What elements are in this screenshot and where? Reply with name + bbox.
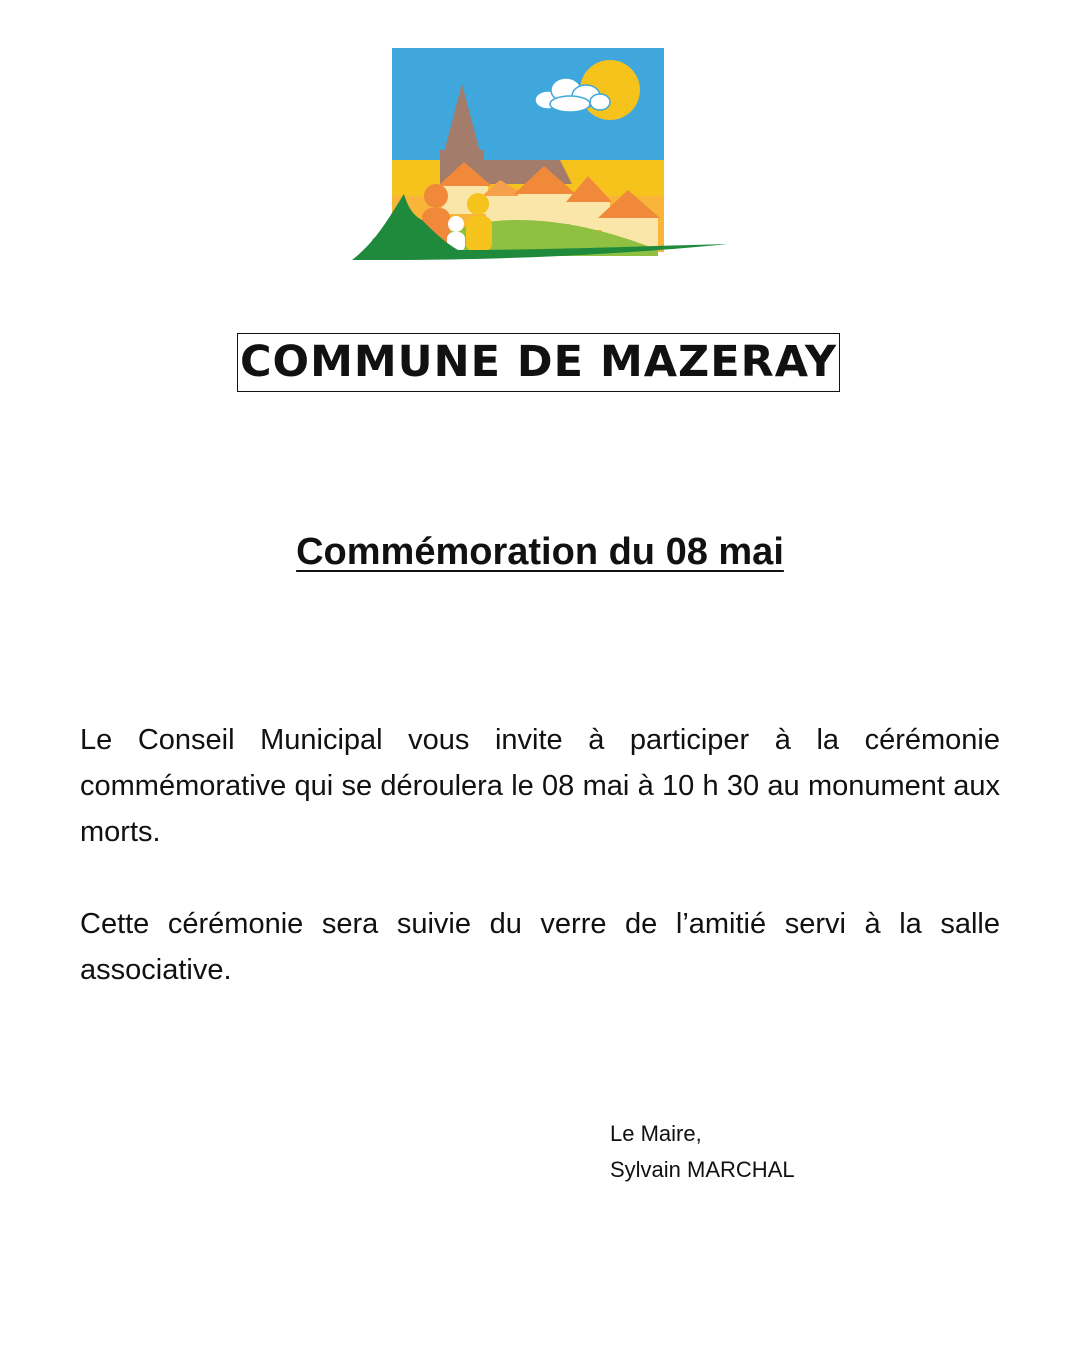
reception-paragraph: Cette cérémonie sera suivie du verre de l’amitié servi à la salle associative. bbox=[80, 908, 1000, 986]
village-logo-icon bbox=[348, 44, 732, 268]
commune-logo bbox=[348, 44, 732, 268]
event-title bbox=[0, 526, 1080, 578]
signature-role: Le Maire, bbox=[610, 1121, 702, 1146]
signature-block bbox=[610, 1116, 795, 1188]
event-title-text: Commémoration du 08 mai bbox=[296, 531, 784, 573]
invitation-paragraph: Le Conseil Municipal vous invite à participer à la cérémonie commémorative qui se déroulera le 08 mai à 10 h 30 au monument aux morts. bbox=[80, 724, 1000, 848]
commune-title: COMMUNE DE MAZERAY bbox=[237, 333, 840, 392]
signature-name: Sylvain MARCHAL bbox=[610, 1157, 795, 1182]
